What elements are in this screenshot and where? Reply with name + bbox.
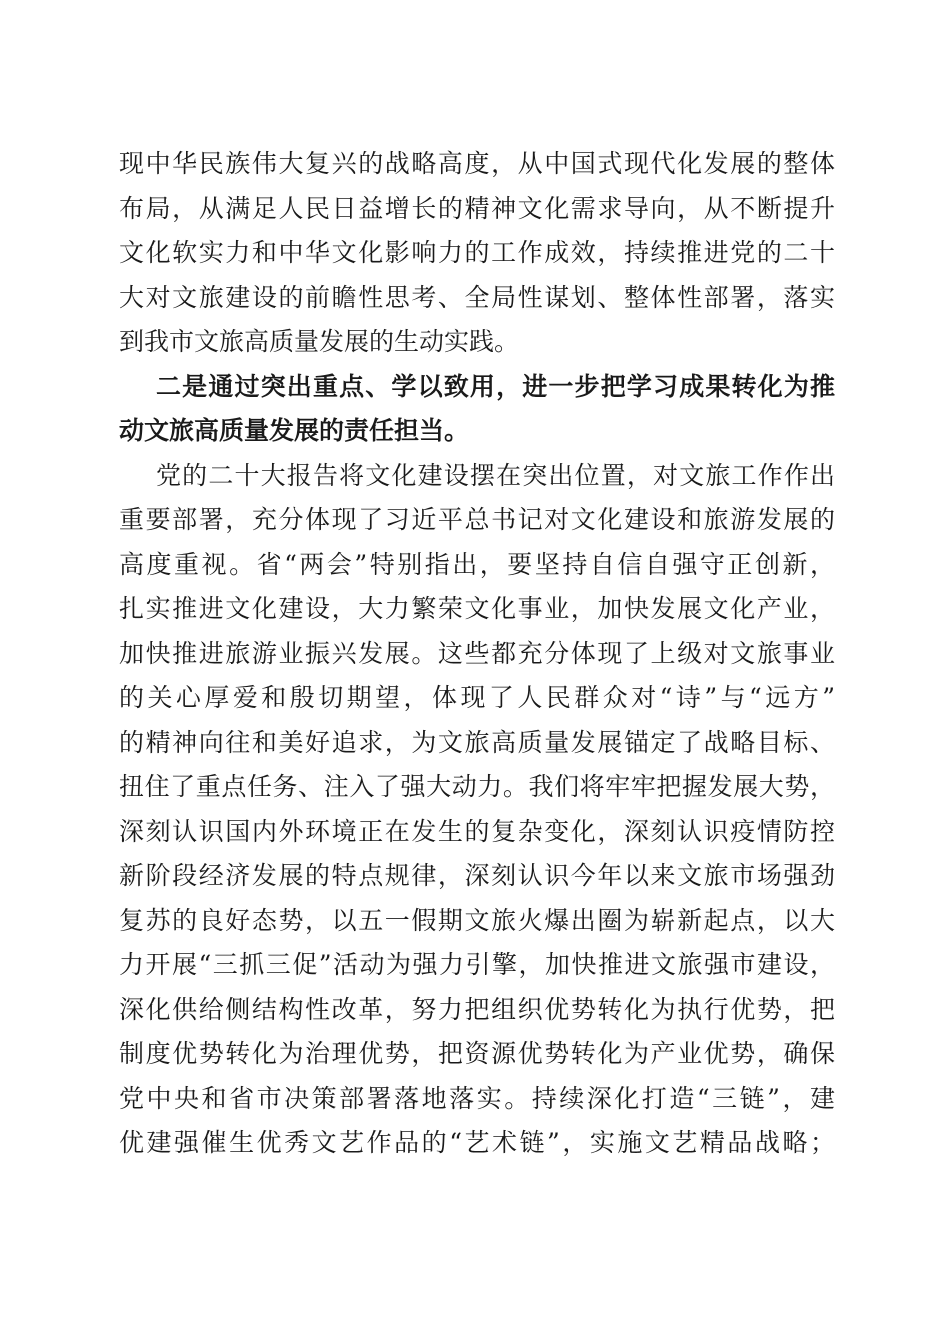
text-line: 布局，从满足人民日益增长的精神文化需求导向，从不断提升 (119, 193, 835, 223)
text-line: 党中央和省市决策部署落地落实。持续深化打造“三链”，建 (119, 1083, 835, 1113)
text-line: 高度重视。省“两会”特别指出，要坚持自信自强守正创新， (119, 549, 835, 579)
text-line: 深化供给侧结构性改革，努力把组织优势转化为执行优势，把 (119, 994, 835, 1024)
text-line: 文化软实力和中华文化影响力的工作成效，持续推进党的二十 (119, 238, 835, 267)
text-line: 制度优势转化为治理优势，把资源优势转化为产业优势，确保 (119, 1039, 835, 1068)
text-line: 力开展“三抓三促”活动为强力引擎，加快推进文旅强市建设， (119, 950, 835, 979)
heading-line: 二是通过突出重点、学以致用，进一步把学习成果转化为推 (156, 371, 835, 401)
text-line: 复苏的良好态势，以五一假期文旅火爆出圈为崭新起点，以大 (119, 905, 835, 935)
text-line: 优建强催生优秀文艺作品的“艺术链”，实施文艺精品战略； (119, 1128, 835, 1157)
body-text (119, 142, 835, 1166)
paragraph-continuation (119, 142, 835, 365)
text-line: 深刻认识国内外环境正在发生的复杂变化，深刻认识疫情防控 (119, 816, 835, 846)
text-line: 到我市文旅高质量发展的生动实践。 (119, 327, 520, 356)
text-line: 党的二十大报告将文化建设摆在突出位置，对文旅工作作出 (156, 460, 835, 490)
text-line: 扭住了重点任务、注入了强大动力。我们将牢牢把握发展大势， (119, 772, 835, 801)
section-heading-two (119, 365, 835, 454)
text-line: 的精神向往和美好追求，为文旅高质量发展锚定了战略目标、 (119, 727, 835, 757)
text-line: 扎实推进文化建设，大力繁荣文化事业，加快发展文化产业， (119, 594, 835, 623)
text-line: 新阶段经济发展的特点规律，深刻认识今年以来文旅市场强劲 (119, 861, 835, 890)
heading-line: 动文旅高质量发展的责任担当。 (119, 416, 470, 445)
text-line: 的关心厚爱和殷切期望，体现了人民群众对“诗”与“远方” (119, 683, 835, 712)
text-line: 现中华民族伟大复兴的战略高度，从中国式现代化发展的整体 (119, 149, 835, 178)
text-line: 重要部署，充分体现了习近平总书记对文化建设和旅游发展的 (119, 505, 835, 534)
text-line: 大对文旅建设的前瞻性思考、全局性谋划、整体性部署，落实 (119, 282, 835, 312)
text-line: 加快推进旅游业振兴发展。这些都充分体现了上级对文旅事业 (119, 638, 835, 668)
paragraph-body (119, 454, 835, 1166)
